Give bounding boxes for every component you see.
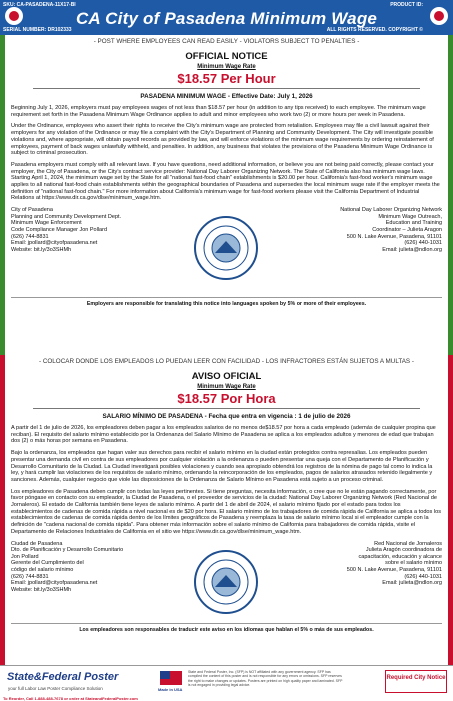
city-contact (11, 207, 121, 253)
contact-line: capacitación, educación y alcance (358, 553, 442, 560)
post-line: - COLOCAR DONDE LOS EMPLEADOS LO PUEDAN LEER CON FACILIDAD - LOS INFRACTORES ESTÁN SUJETOS A MULTAS - (39, 358, 414, 365)
reorder-text: To Reorder, Call 1-888-488-7678 or order at StateandFederalPoster.com (3, 696, 138, 701)
contact-line: Email: jpollard@cityofpasadena.net (11, 580, 98, 587)
contact-line: National Day Laborer Organizing Network (340, 207, 442, 214)
paragraph: Los empleadores de Pasadena deben cumplir con todas las leyes pertinentes. Si tiene preguntas, necesita información, o cree que no le están pagando correctamente, por favor póngase en contacto con su empleador, la Ciudad de Pasadena, o el proveedor de servicios de la ciudad: National Day Laborer Organizing Network (Red Nacional de Jornaleros). El estado de California también tiene leyes de salario mínimo. A partir del 1 de abril de 2024, el salario mínimo fijado por el estado para todos los establecimientos de cadenas de comida rápida a nivel nacional es de $20 por hora. El salario mínimo de los trabajadores de comida rápida de California se aplica a todos los establecimientos de cadenas de comida rápida dentro de los límites geográficos de Pasadena y reemplaza la tasa de salario mínimo local si el empleador cumple con la definición de "cadena nacional de comida rápida". Para obtener más información sobre el salario mínimo de California para trabajadores de comida rápida, visite el Departamento de Relaciones Industriales de California en el sitio we https://www.dir.ca.gov/dlse/minimum_wage.htm. (11, 488, 442, 535)
rose-logo-icon (430, 7, 448, 25)
red-side-bar (0, 355, 5, 665)
contact-line: 500 N. Lake Avenue, Pasadena, 91101 (346, 566, 442, 573)
notice-heading: OFFICIAL NOTICE (185, 51, 268, 62)
contact-line: (626) 440-1031 (404, 573, 442, 580)
wage-rate: $18.57 Por Hora (177, 391, 276, 406)
contact-line: (626) 440-1031 (404, 240, 442, 247)
contact-line: Minimum Wage Outreach, (378, 213, 442, 220)
rights-label: ALL RIGHTS RESERVED. COPYRIGHT © (326, 27, 423, 33)
paragraph: A partir del 1 de julio de 2026, los empleadores deben pagar a los empleados salarios de no menos de$18.57 por hora a cada empleado (además de cualquier propina que reciban). El requisito del salario mínimo establecido por la Ordenanza del Salario Mínimo de Pasadena se aplica a los empleados adultos y menores de edad que trabajan dos (2) o más horas por semana en Pasadena. (11, 425, 436, 445)
contact-line: Email: jpollard@cityofpasadena.net (11, 240, 98, 247)
contact-line: Education and Training (385, 220, 442, 227)
made-in-usa-label: Made in USA (158, 687, 183, 692)
paragraph: Bajo la ordenanza, los empleados que hagan valer sus derechos para recibir el salario mínimo en la ciudad están protegidos contra represalias. Los empleados pueden presentar una demanda civil en contra de sus empleadores por cualquier violación a la ordenanza o pueden presentar una queja con el Departamento de Planificación y Desarrollo Comunitario de la Ciudad. La Ciudad investigará posibles violaciones y cuando sea apropiado obtendrá los registros de la nómina de pago tal como lo indica la ley, y hará cumplir las violaciones de los requisitos de salario mínimo, ordenando la reincorporación de los empleados, pagos de salarios atrasados retenido ilegalmente y sanciones. Además, cualquier negocio que viole las disposiciones de la Ordenanza de Salario Mínimo en Pasadena está sujeto a un proceso criminal. (11, 450, 433, 483)
paragraph: Pasadena employers must comply with all relevant laws. If you have questions, need additional information, or believe you are not being paid correctly, please contact your employer, the City of Pasadena, or the City's contract service provider: National Day Laborer Organizing Network. The State of California also has minimum wage laws. Starting April 1, 2024, the minimum wage set by the State for all "national fast-food chain" establishments is $20.00 per hour. California's fast-food worker's minimum wage applies to all national fast-food chain establishments within the geographical boundaries of Pasadena and supersedes the local minimum wage rate if the employer meets the definition of "national fast-food chain." For more information about California's minimum wage for fast-food workers please visit the California Department of Industrial Relations at https://www.dir.ca.gov/dlse/minimum_wage.htm. (11, 161, 440, 202)
post-line: - POST WHERE EMPLOYEES CAN READ EASILY - VIOLATORS SUBJECT TO PENALTIES - (93, 38, 360, 45)
spanish-section (11, 358, 442, 660)
contact-line: Website: bit.ly/3o3SHMh (11, 246, 72, 253)
contacts-block (11, 541, 442, 623)
serial-label: SERIAL NUMBER: DR102333 (3, 27, 72, 33)
city-seal-icon (193, 549, 259, 615)
brand-tagline: your full Labor Law Poster Compliance Solution (8, 686, 103, 691)
contact-line: sobre el salario mínimo (385, 560, 442, 567)
wage-rate: $18.57 Per Hour (177, 71, 276, 86)
notice-heading: AVISO OFICIAL (191, 371, 262, 382)
contact-line: Minimum Wage Enforcement (11, 220, 82, 227)
green-side-bar (0, 35, 5, 355)
contact-line: Gerente del Cumplimiento del (11, 560, 84, 567)
brand-logo: State&Federal Poster (7, 671, 119, 683)
contact-line: Coordinator – Julieta Aragon (372, 226, 442, 233)
translation-note: Los empleadores son responsables de traducir este aviso en los idiomas que hablan el 5% o más de sus empleados. (11, 623, 442, 633)
required-notice-badge: Required City Notice (385, 670, 447, 693)
ndlon-contact (347, 541, 442, 587)
effective-date-heading: PASADENA MINIMUM WAGE - Effective Date: July 1, 2026 (140, 93, 313, 100)
contacts-block (11, 207, 442, 297)
product-id-label: PRODUCT ID: (390, 2, 423, 8)
usa-flag-icon (160, 671, 182, 685)
contact-line: Planning and Community Development Dept. (11, 213, 122, 220)
contact-line: Email: julieta@ndlon.org (382, 246, 442, 253)
header-bar (0, 0, 453, 35)
english-section (11, 38, 442, 350)
rate-label: Minimum Wage Rate (197, 384, 256, 390)
divider (33, 88, 420, 89)
contact-line: 500 N. Lake Avenue, Pasadena, 91101 (346, 233, 442, 240)
green-side-bar (448, 35, 453, 355)
red-side-bar (448, 355, 453, 665)
contact-line: Code Compliance Manager Jon Pollard (11, 226, 107, 233)
contact-line: código del salario mínimo (11, 566, 74, 573)
footer-bar (0, 665, 453, 701)
paragraph: Under the Ordinance, employees who assert their rights to receive the City's minimum wage are protected from retaliation. Employees may file a civil lawsuit against their employers for any violation of the Ordinance or may file a complaint with the City's Department of Planning and Community Development. The City will investigate possible violations and, where appropriate, will obtain payroll records as provided by law, and will enforce violations of the minimum wage requirements by ordering reinstatement of employees, payment of back wages unlawfully withheld, and penalties. In addition, any business that violates the provisions of the Pasadena Minimum Wage Ordinance is subject to criminal prosecution. (11, 123, 434, 157)
rate-label: Minimum Wage Rate (197, 64, 256, 70)
paragraph: Beginning July 1, 2026, employers must pay employees wages of not less than $18.57 per hour (in addition to any tips received) to each employee. The minimum wage requirement set forth in the Pasadena Minimum Wage Ordinance applies to adult and minor employees who work two (2) or more hours per week in Pasadena. (11, 105, 426, 118)
divider (33, 408, 420, 409)
contact-line: Website: bit.ly/3o3SHMh (11, 586, 72, 593)
ndlon-contact (340, 207, 442, 253)
city-contact (11, 541, 123, 594)
contact-line: (626) 744-8831 (11, 573, 49, 580)
contact-line: Red Nacional de Jornaleros (374, 540, 442, 547)
city-seal-icon (193, 215, 259, 281)
contact-line: Ciudad de Pasadena (11, 540, 63, 547)
contact-line: (626) 744-8831 (11, 233, 49, 240)
effective-date-heading: SALARIO MÍNIMO DE PASADENA - Fecha que entra en vigencia : 1 de julio de 2026 (102, 413, 351, 420)
sku-label: SKU: CA-PASADENA-11X17-BI (3, 2, 76, 8)
contact-line: Email: julieta@ndlon.org (382, 580, 442, 587)
poster-title: CA City of Pasadena Minimum Wage (75, 9, 378, 28)
contact-line: Jon Pollard (11, 553, 39, 560)
contact-line: Julieta Aragón coordinadora de (365, 547, 442, 554)
contact-line: City of Pasadena (11, 207, 53, 214)
contact-line: Dto. de Planificación y Desarrollo Comunitario (11, 547, 124, 554)
disclaimer-text: State and Federal Poster, Inc. (SFP) is NOT affiliated with any government agency. SFP has compiled the content of this poster and is not responsible for any errors or omissions. SFP reserves the right to make changes or updates. Posters are printed on high quality paper and laminated. SFP is not engaged in providing legal advice. (188, 670, 343, 687)
translation-note: Employers are responsible for translating this notice into languages spoken by 5% or more of their employees. (11, 297, 442, 307)
